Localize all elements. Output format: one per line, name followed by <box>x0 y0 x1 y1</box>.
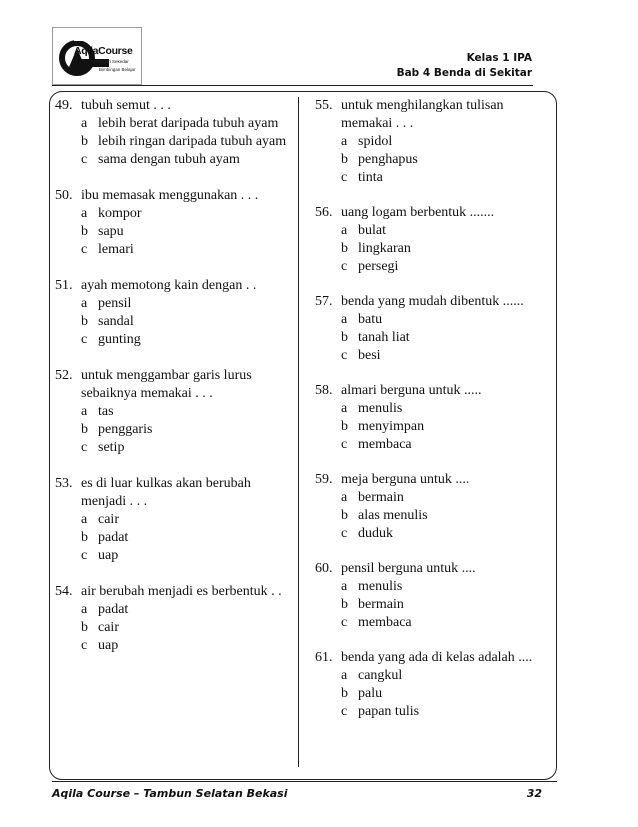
answer-option <box>341 596 550 614</box>
question-item <box>55 583 290 655</box>
answer-option <box>81 331 290 349</box>
answer-option <box>341 436 550 454</box>
question-number: 51. <box>55 278 73 293</box>
question-number: 52. <box>55 368 73 383</box>
question-number: 56. <box>315 205 333 220</box>
option-text: membaca <box>358 615 412 630</box>
option-letter: c <box>81 548 88 563</box>
question-text: untuk menggambar garis lurus sebaiknya memakai . . . <box>81 368 252 401</box>
question-number: 58. <box>315 383 333 398</box>
chapter-label: Bab 4 Benda di Sekitar <box>396 67 532 79</box>
question-body <box>81 277 290 349</box>
option-text: gunting <box>98 332 141 347</box>
option-letter: b <box>341 241 348 256</box>
option-text: besi <box>358 348 381 363</box>
option-text: menulis <box>358 401 403 416</box>
option-letter: a <box>81 296 88 311</box>
footer-divider <box>52 781 557 782</box>
question-body <box>341 382 550 454</box>
option-text: menulis <box>358 579 403 594</box>
answer-option <box>341 400 550 418</box>
option-text: bulat <box>358 223 386 238</box>
option-text: spidol <box>358 134 393 149</box>
question-body <box>341 293 550 365</box>
option-letter: c <box>341 170 348 185</box>
option-letter: b <box>341 419 348 434</box>
answer-option <box>81 295 290 313</box>
question-item <box>55 475 290 565</box>
option-letter: c <box>341 526 348 541</box>
option-text: tinta <box>358 170 383 185</box>
answer-option <box>341 240 550 258</box>
option-letter: b <box>341 508 348 523</box>
answer-option <box>81 529 290 547</box>
answer-option <box>81 133 290 151</box>
answer-option <box>341 614 550 632</box>
option-text: cair <box>98 512 119 527</box>
option-letter: b <box>81 224 88 239</box>
option-text: lebih berat daripada tubuh ayam <box>98 116 279 131</box>
option-letter: b <box>81 422 88 437</box>
page-number: 32 <box>526 787 542 800</box>
option-text: papan tulis <box>358 704 420 719</box>
option-text: setip <box>98 440 125 455</box>
answer-option <box>81 223 290 241</box>
option-text: menyimpan <box>358 419 425 434</box>
answer-option <box>341 347 550 365</box>
answer-option <box>81 601 290 619</box>
question-text: es di luar kulkas akan berubah menjadi . . . <box>81 476 251 509</box>
option-letter: b <box>81 530 88 545</box>
option-text: padat <box>98 602 129 617</box>
option-text: sandal <box>98 314 134 329</box>
option-letter: a <box>81 116 88 131</box>
answer-option <box>81 313 290 331</box>
option-letter: a <box>341 668 348 683</box>
answer-option <box>341 311 550 329</box>
option-letter: c <box>341 348 348 363</box>
answer-option <box>81 547 290 565</box>
option-letter: b <box>81 314 88 329</box>
option-letter: b <box>81 134 88 149</box>
question-body <box>81 367 290 457</box>
option-letter: a <box>341 579 348 594</box>
question-body <box>341 471 550 543</box>
option-letter: c <box>341 437 348 452</box>
question-text: tubuh semut . . . <box>81 98 171 113</box>
question-item <box>55 277 290 349</box>
option-text: sama dengan tubuh ayam <box>98 152 240 167</box>
answer-option <box>341 685 550 703</box>
option-text: lebih ringan daripada tubuh ayam <box>98 134 287 149</box>
option-letter: b <box>341 597 348 612</box>
question-item <box>315 560 550 632</box>
option-text: bermain <box>358 490 404 505</box>
question-item <box>315 293 550 365</box>
class-label: Kelas 1 IPA <box>466 52 532 64</box>
header-info <box>397 51 532 81</box>
question-text: pensil berguna untuk .... <box>341 561 476 576</box>
option-letter: c <box>81 440 88 455</box>
option-text: alas menulis <box>358 508 428 523</box>
logo-tagline-2: Bimbingan Belajar <box>99 67 136 72</box>
answer-option <box>81 115 290 133</box>
option-text: cangkul <box>358 668 403 683</box>
option-letter: b <box>341 330 348 345</box>
option-letter: c <box>341 259 348 274</box>
question-number: 61. <box>315 650 333 665</box>
answer-option <box>341 151 550 169</box>
option-text: uap <box>98 638 119 653</box>
question-body <box>81 583 290 655</box>
answer-option <box>341 329 550 347</box>
question-item <box>55 97 290 169</box>
logo-emblem-icon <box>53 28 143 86</box>
answer-option <box>81 421 290 439</box>
option-letter: a <box>341 490 348 505</box>
answer-option <box>341 703 550 721</box>
option-text: lingkaran <box>358 241 411 256</box>
answer-option <box>81 439 290 457</box>
option-text: padat <box>98 530 129 545</box>
option-letter: c <box>341 704 348 719</box>
question-text: benda yang mudah dibentuk ...... <box>341 294 524 309</box>
option-letter: b <box>81 620 88 635</box>
column-divider <box>298 97 299 767</box>
question-number: 55. <box>315 98 333 113</box>
question-item <box>315 97 550 187</box>
question-number: 50. <box>55 188 73 203</box>
option-letter: b <box>341 152 348 167</box>
question-number: 53. <box>55 476 73 491</box>
option-letter: a <box>81 404 88 419</box>
logo-tagline-1: Lebih dari Sekedar <box>91 59 129 64</box>
question-item <box>55 187 290 259</box>
option-text: penghapus <box>358 152 418 167</box>
answer-option <box>81 403 290 421</box>
option-text: membaca <box>358 437 412 452</box>
question-body <box>341 97 550 187</box>
answer-option <box>341 507 550 525</box>
answer-option <box>341 667 550 685</box>
question-text: air berubah menjadi es berbentuk . . <box>81 584 282 599</box>
question-body <box>81 187 290 259</box>
question-item <box>315 382 550 454</box>
question-number: 54. <box>55 584 73 599</box>
option-text: lemari <box>98 242 134 257</box>
question-text: ayah memotong kain dengan . . <box>81 278 257 293</box>
option-letter: a <box>341 223 348 238</box>
answer-option <box>341 258 550 276</box>
option-letter: a <box>341 312 348 327</box>
answer-option <box>341 578 550 596</box>
option-text: tanah liat <box>358 330 410 345</box>
option-letter: c <box>81 638 88 653</box>
question-text: almari berguna untuk ..... <box>341 383 482 398</box>
answer-option <box>341 525 550 543</box>
option-letter: c <box>81 242 88 257</box>
answer-option <box>341 489 550 507</box>
answer-option <box>81 241 290 259</box>
option-text: sapu <box>98 224 124 239</box>
option-letter: c <box>81 332 88 347</box>
question-text: benda yang ada di kelas adalah .... <box>341 650 533 665</box>
question-text: uang logam berbentuk ....... <box>341 205 495 220</box>
logo-name: AqilaCourse <box>74 45 133 57</box>
answer-option <box>81 511 290 529</box>
option-text: bermain <box>358 597 404 612</box>
option-letter: a <box>341 134 348 149</box>
answer-option <box>81 151 290 169</box>
answer-option <box>81 205 290 223</box>
answer-option <box>81 619 290 637</box>
answer-option <box>81 637 290 655</box>
option-text: batu <box>358 312 383 327</box>
question-body <box>341 649 550 721</box>
logo <box>52 27 142 85</box>
option-letter: c <box>81 152 88 167</box>
question-body <box>341 560 550 632</box>
question-body <box>81 97 290 169</box>
option-text: tas <box>98 404 114 419</box>
answer-option <box>341 133 550 151</box>
option-text: kompor <box>98 206 142 221</box>
answer-option <box>341 418 550 436</box>
question-text: untuk menghilangkan tulisan memakai . . . <box>341 98 504 131</box>
option-text: cair <box>98 620 119 635</box>
option-letter: c <box>341 615 348 630</box>
footer-text: Aqila Course – Tambun Selatan Bekasi <box>52 787 288 800</box>
question-number: 59. <box>315 472 333 487</box>
question-body <box>81 475 290 565</box>
question-text: meja berguna untuk .... <box>341 472 470 487</box>
option-letter: a <box>81 602 88 617</box>
option-text: uap <box>98 548 119 563</box>
question-item <box>315 204 550 276</box>
question-body <box>341 204 550 276</box>
option-text: palu <box>358 686 383 701</box>
option-text: duduk <box>358 526 393 541</box>
option-letter: a <box>81 206 88 221</box>
header-divider <box>52 85 533 86</box>
option-text: pensil <box>98 296 132 311</box>
question-item <box>315 471 550 543</box>
question-number: 49. <box>55 98 73 113</box>
option-text: persegi <box>358 259 399 274</box>
option-letter: a <box>341 401 348 416</box>
question-number: 57. <box>315 294 333 309</box>
question-text: ibu memasak menggunakan . . . <box>81 188 259 203</box>
question-number: 60. <box>315 561 333 576</box>
answer-option <box>341 169 550 187</box>
question-item <box>315 649 550 721</box>
option-letter: a <box>81 512 88 527</box>
left-column <box>55 97 290 655</box>
answer-option <box>341 222 550 240</box>
option-letter: b <box>341 686 348 701</box>
question-item <box>55 367 290 457</box>
option-text: penggaris <box>98 422 153 437</box>
right-column <box>315 97 550 721</box>
